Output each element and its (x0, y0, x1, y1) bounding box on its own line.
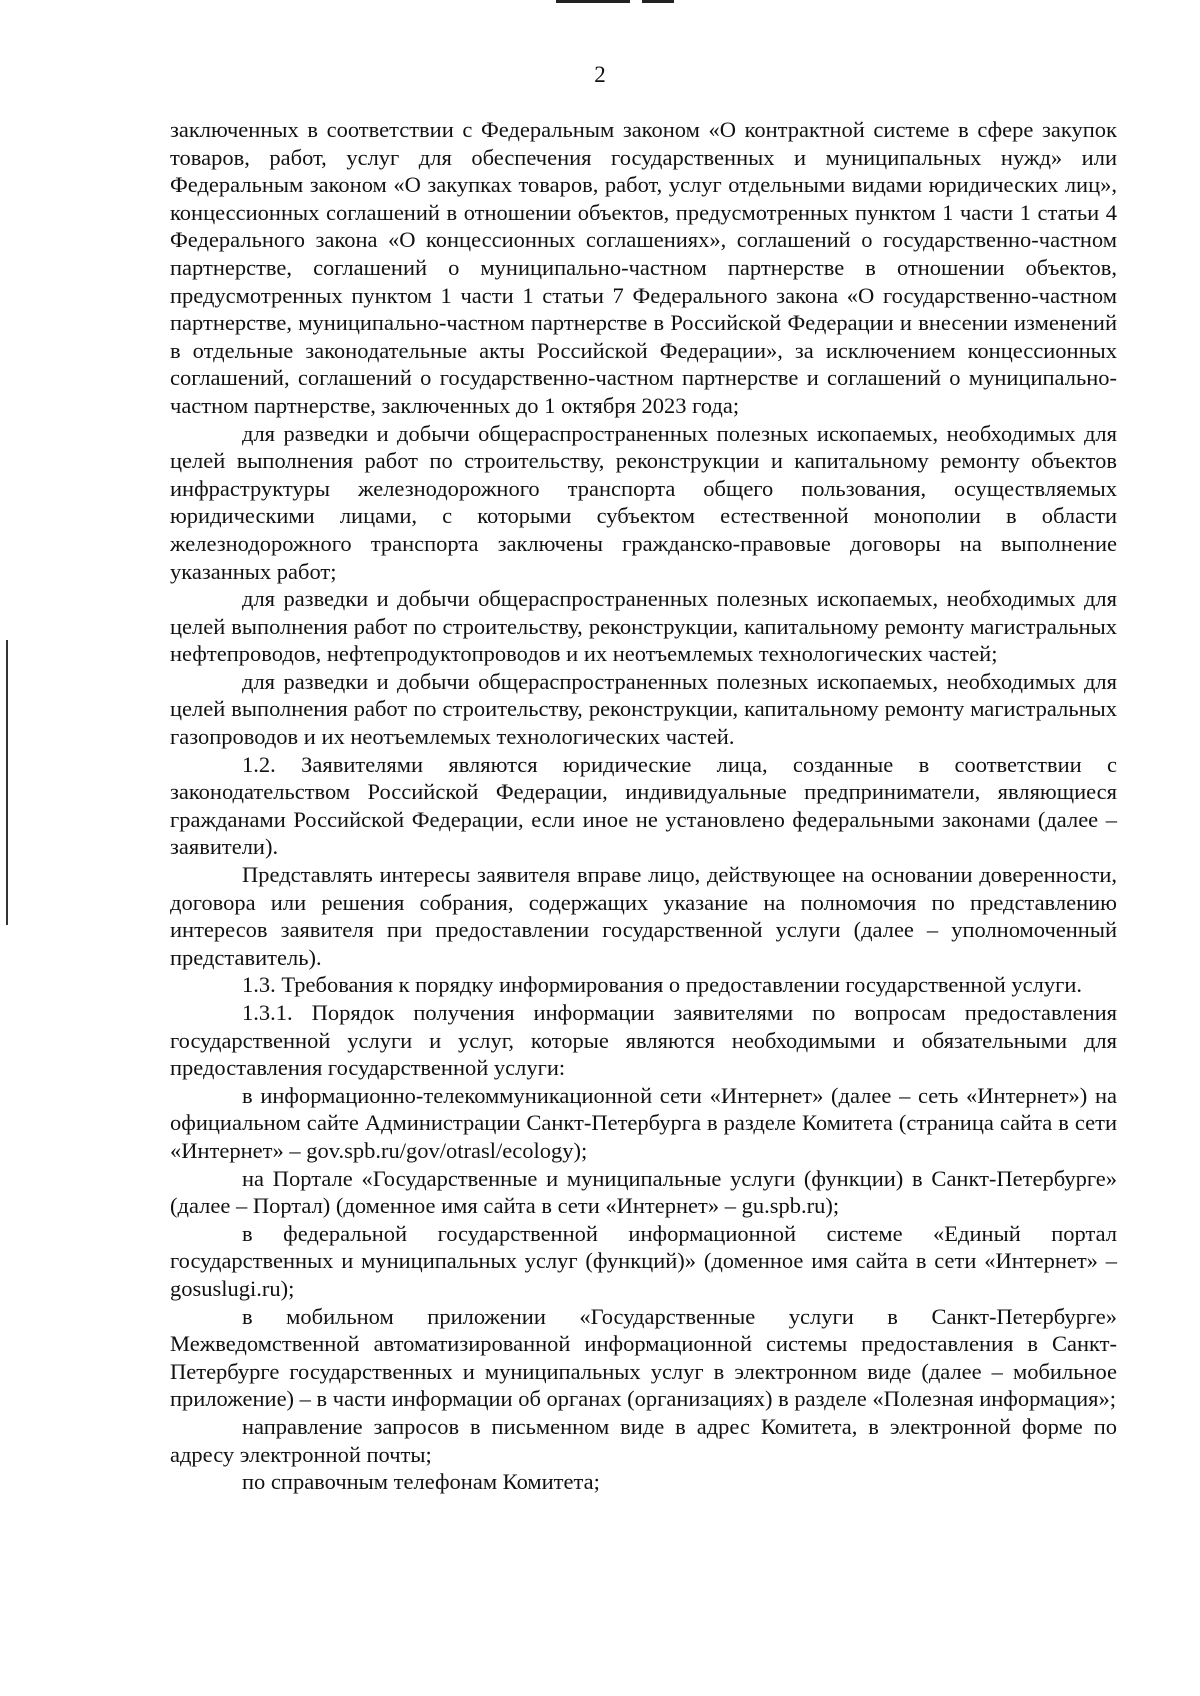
scan-edge-mark (6, 640, 8, 925)
paragraph: Представлять интересы заявителя вправе лицо, действующее на основании доверенности, договора или решения собрания, содержащих указание на полномочия по представлению интересов заявителя при предоставлении государственной услуги (далее – уполномоченный представитель). (170, 862, 1117, 970)
paragraph: для разведки и добычи общераспространенных полезных ископаемых, необходимых для целей выполнения работ по строительству, реконструкции, капитальному ремонту магистральных нефтепроводов, нефтепродуктопроводов и их неотъемлемых технологических частей; (170, 586, 1117, 667)
scan-top-marks (556, 0, 736, 6)
paragraph: в мобильном приложении «Государственные услуги в Санкт-Петербурге» Межведомственной автоматизированной информационной системы предоставления в Санкт-Петербурге государственных и муниципальных услуг в электронном виде (далее – мобильное приложение) – в части информации об органах (организациях) в разделе «Полезная информация»; (170, 1303, 1117, 1412)
document-body (170, 116, 1117, 1496)
paragraph: в информационно-телекоммуникационной сети «Интернет» (далее – сеть «Интернет») на официальном сайте Администрации Санкт-Петербурга в разделе Комитета (страница сайта в сети «Интернет» – gov.spb.ru/gov/otrasl/ecology); (170, 1082, 1117, 1163)
paragraph: на Портале «Государственные и муниципальные услуги (функции) в Санкт-Петербурге» (далее – Портал) (доменное имя сайта в сети «Интернет» – gu.spb.ru); (170, 1165, 1117, 1219)
page-number: 2 (594, 62, 606, 87)
paragraph: 1.3. Требования к порядку информирования о предоставлении государственной услуги. (242, 972, 1082, 998)
paragraph: для разведки и добычи общераспространенных полезных ископаемых, необходимых для целей выполнения работ по строительству, реконструкции и капитальному ремонту объектов инфраструктуры железнодорожного транспорта общего пользования, осуществляемых юридическими лицами, с которыми субъектом естественной монополии в области железнодорожного транспорта заключены гражданско-правовые договоры на выполнение указанных работ; (170, 420, 1117, 584)
scan-mark (642, 0, 674, 3)
paragraph: 1.3.1. Порядок получения информации заявителями по вопросам предоставления государственной услуги и услуг, которые являются необходимыми и обязательными для предоставления государственной услуги: (170, 1000, 1117, 1081)
paragraph: по справочным телефонам Комитета; (242, 1469, 600, 1495)
paragraph: для разведки и добычи общераспространенных полезных ископаемых, необходимых для целей выполнения работ по строительству, реконструкции, капитальному ремонту магистральных газопроводов и их неотъемлемых технологических частей. (170, 668, 1117, 750)
paragraph: заключенных в соответствии с Федеральным законом «О контрактной системе в сфере закупок товаров, работ, услуг для обеспечения государственных и муниципальных нужд» или Федеральным законом «О закупках товаров, работ, услуг отдельными видами юридических лиц», концессионных соглашений в отношении объектов, предусмотренных пунктом 1 части 1 статьи 4 Федерального закона «О концессионных соглашениях», соглашений о государственно-частном партнерстве, соглашений о муниципально-частном партнерстве в отношении объектов, предусмотренных пунктом 1 части 1 статьи 7 Федерального закона «О государственно-частном партнерстве, муниципально-частном партнерстве в Российской Федерации и внесении изменений в отдельные законодательные акты Российской Федерации», за исключением концессионных соглашений, соглашений о государственно-частном партнерстве и соглашений о муниципально-частном партнерстве, заключенных до 1 октября 2023 года; (170, 117, 1117, 418)
paragraph: в федеральной государственной информационной системе «Единый портал государственных и муниципальных услуг (функций)» (доменное имя сайта в сети «Интернет» – gosuslugi.ru); (170, 1220, 1117, 1301)
paragraph: 1.2. Заявителями являются юридические лица, созданные в соответствии с законодательством Российской Федерации, индивидуальные предприниматели, являющиеся гражданами Российской Федерации, если иное не установлено федеральными законами (далее – заявители). (170, 751, 1117, 860)
scan-mark (556, 0, 630, 3)
paragraph: направление запросов в письменном виде в адрес Комитета, в электронной форме по адресу электронной почты; (170, 1413, 1117, 1467)
